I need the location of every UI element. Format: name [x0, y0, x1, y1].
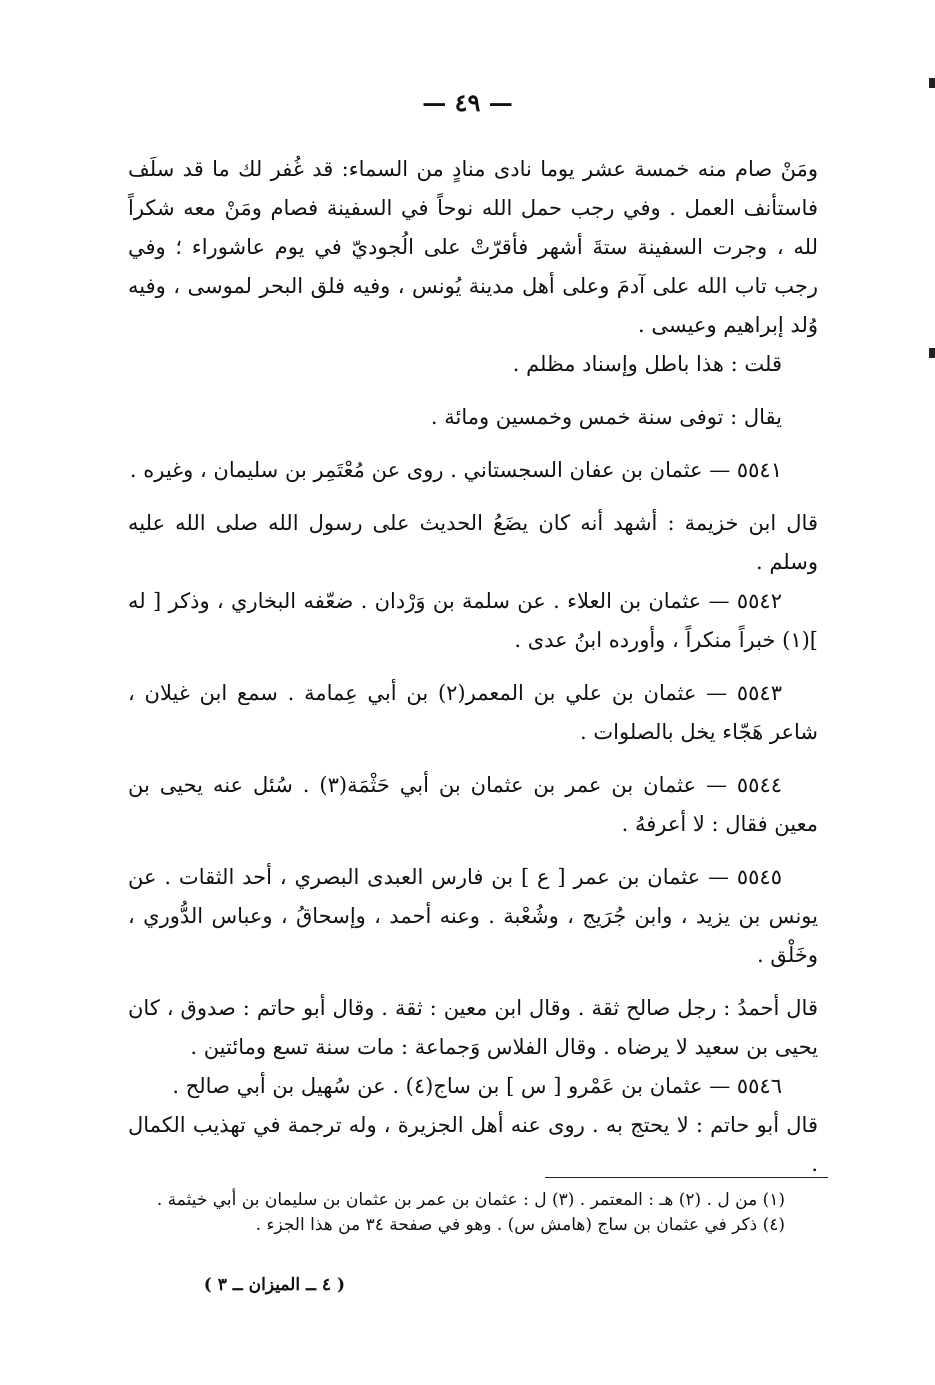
paragraph-comment: قلت : هذا باطل وإسناد مظلم . — [512, 352, 782, 376]
main-text — [128, 150, 818, 1184]
entry-5541-note: قال ابن خزيمة : أشهد أنه كان يضَعُ الحديث على رسول الله صلى الله عليه وسلم . — [128, 511, 818, 574]
entry-5541: ٥٥٤١ — عثمان بن عفان السجستاني . روى عن مُعْتَمِر بن سليمان ، وغيره . — [129, 458, 782, 482]
paragraph-continuation: ومَنْ صام منه خمسة عشر يوما نادى منادٍ من السماء: قد غُفر لك ما قد سلَف فاستأنف العمل . وفي رجب حمل الله نوحاً في السفينة فصام ومَنْ معه شكراً لله ، وجرت السفينة ستةَ أشهر فأقرّتْ على الُجوديّ في يوم عاشوراء ؛ وفي رجب تاب الله على آدمَ وعلى أهل مدينة يُونس ، وفيه فلق البحر لموسى ، وفيه وُلد إبراهيم وعيسى . — [128, 157, 818, 337]
page-number: — ٤٩ — — [422, 88, 513, 117]
entry-5544: ٥٥٤٤ — عثمان بن عمر بن عثمان بن أبي حَثْمَة(٣) . سُئل عنه يحيى بن معين فقال : لا أعرفهُ . — [128, 773, 818, 836]
entry-5542: ٥٥٤٢ — عثمان بن العلاء . عن سلمة بن وَرْدان . ضعّفه البخاري ، وذكر [ له ](١) خبراً منكراً ، وأورده ابنُ عدى . — [128, 589, 818, 652]
entry-5546: ٥٥٤٦ — عثمان بن عَمْرو [ س ] بن ساج(٤) . عن سُهيل بن أبي صالح . — [172, 1074, 782, 1098]
footnotes — [150, 1188, 785, 1238]
margin-mark — [929, 78, 935, 88]
entry-5546-note: قال أبو حاتم : لا يحتج به . روى عنه أهل الجزيرة ، وله ترجمة في تهذيب الكمال . — [128, 1113, 818, 1176]
paragraph-death-note: يقال : توفى سنة خمس وخمسين ومائة . — [430, 405, 782, 429]
footnote-line: (١) من ل . (٢) هـ : المعتمر . (٣) ل : عثمان بن عمر بن عثمان بن سليمان بن أبي خيثمة . — [156, 1190, 785, 1210]
signature-mark: ( ٤ ــ الميزان ــ ٣ ) — [203, 1275, 345, 1295]
entry-5545-note: قال أحمدُ : رجل صالح ثقة . وقال ابن معين : ثقة . وقال أبو حاتم : صدوق ، كان يحيى بن سعيد لا يرضاه . وقال الفلاس وَجماعة : مات سنة تسع ومائتين . — [128, 996, 818, 1059]
entry-5543: ٥٥٤٣ — عثمان بن علي بن المعمر(٢) بن أبي عِمامة . سمع ابن غيلان ، شاعر هَجّاء يخل بالصلوات . — [128, 681, 818, 744]
footnote-divider — [545, 1177, 828, 1178]
footnote-line: (٤) ذكر في عثمان بن ساج (هامش س) . وهو في صفحة ٣٤ من هذا الجزء . — [255, 1215, 785, 1235]
entry-5545: ٥٥٤٥ — عثمان بن عمر [ ع ] بن فارس العبدى البصري ، أحد الثقات . عن يونس بن يزيد ، وابن جُرَيج ، وشُعْبة . وعنه أحمد ، وإسحاقُ ، وعباس الدُّوري ، وخَلْق . — [128, 865, 818, 967]
margin-mark — [929, 348, 935, 358]
